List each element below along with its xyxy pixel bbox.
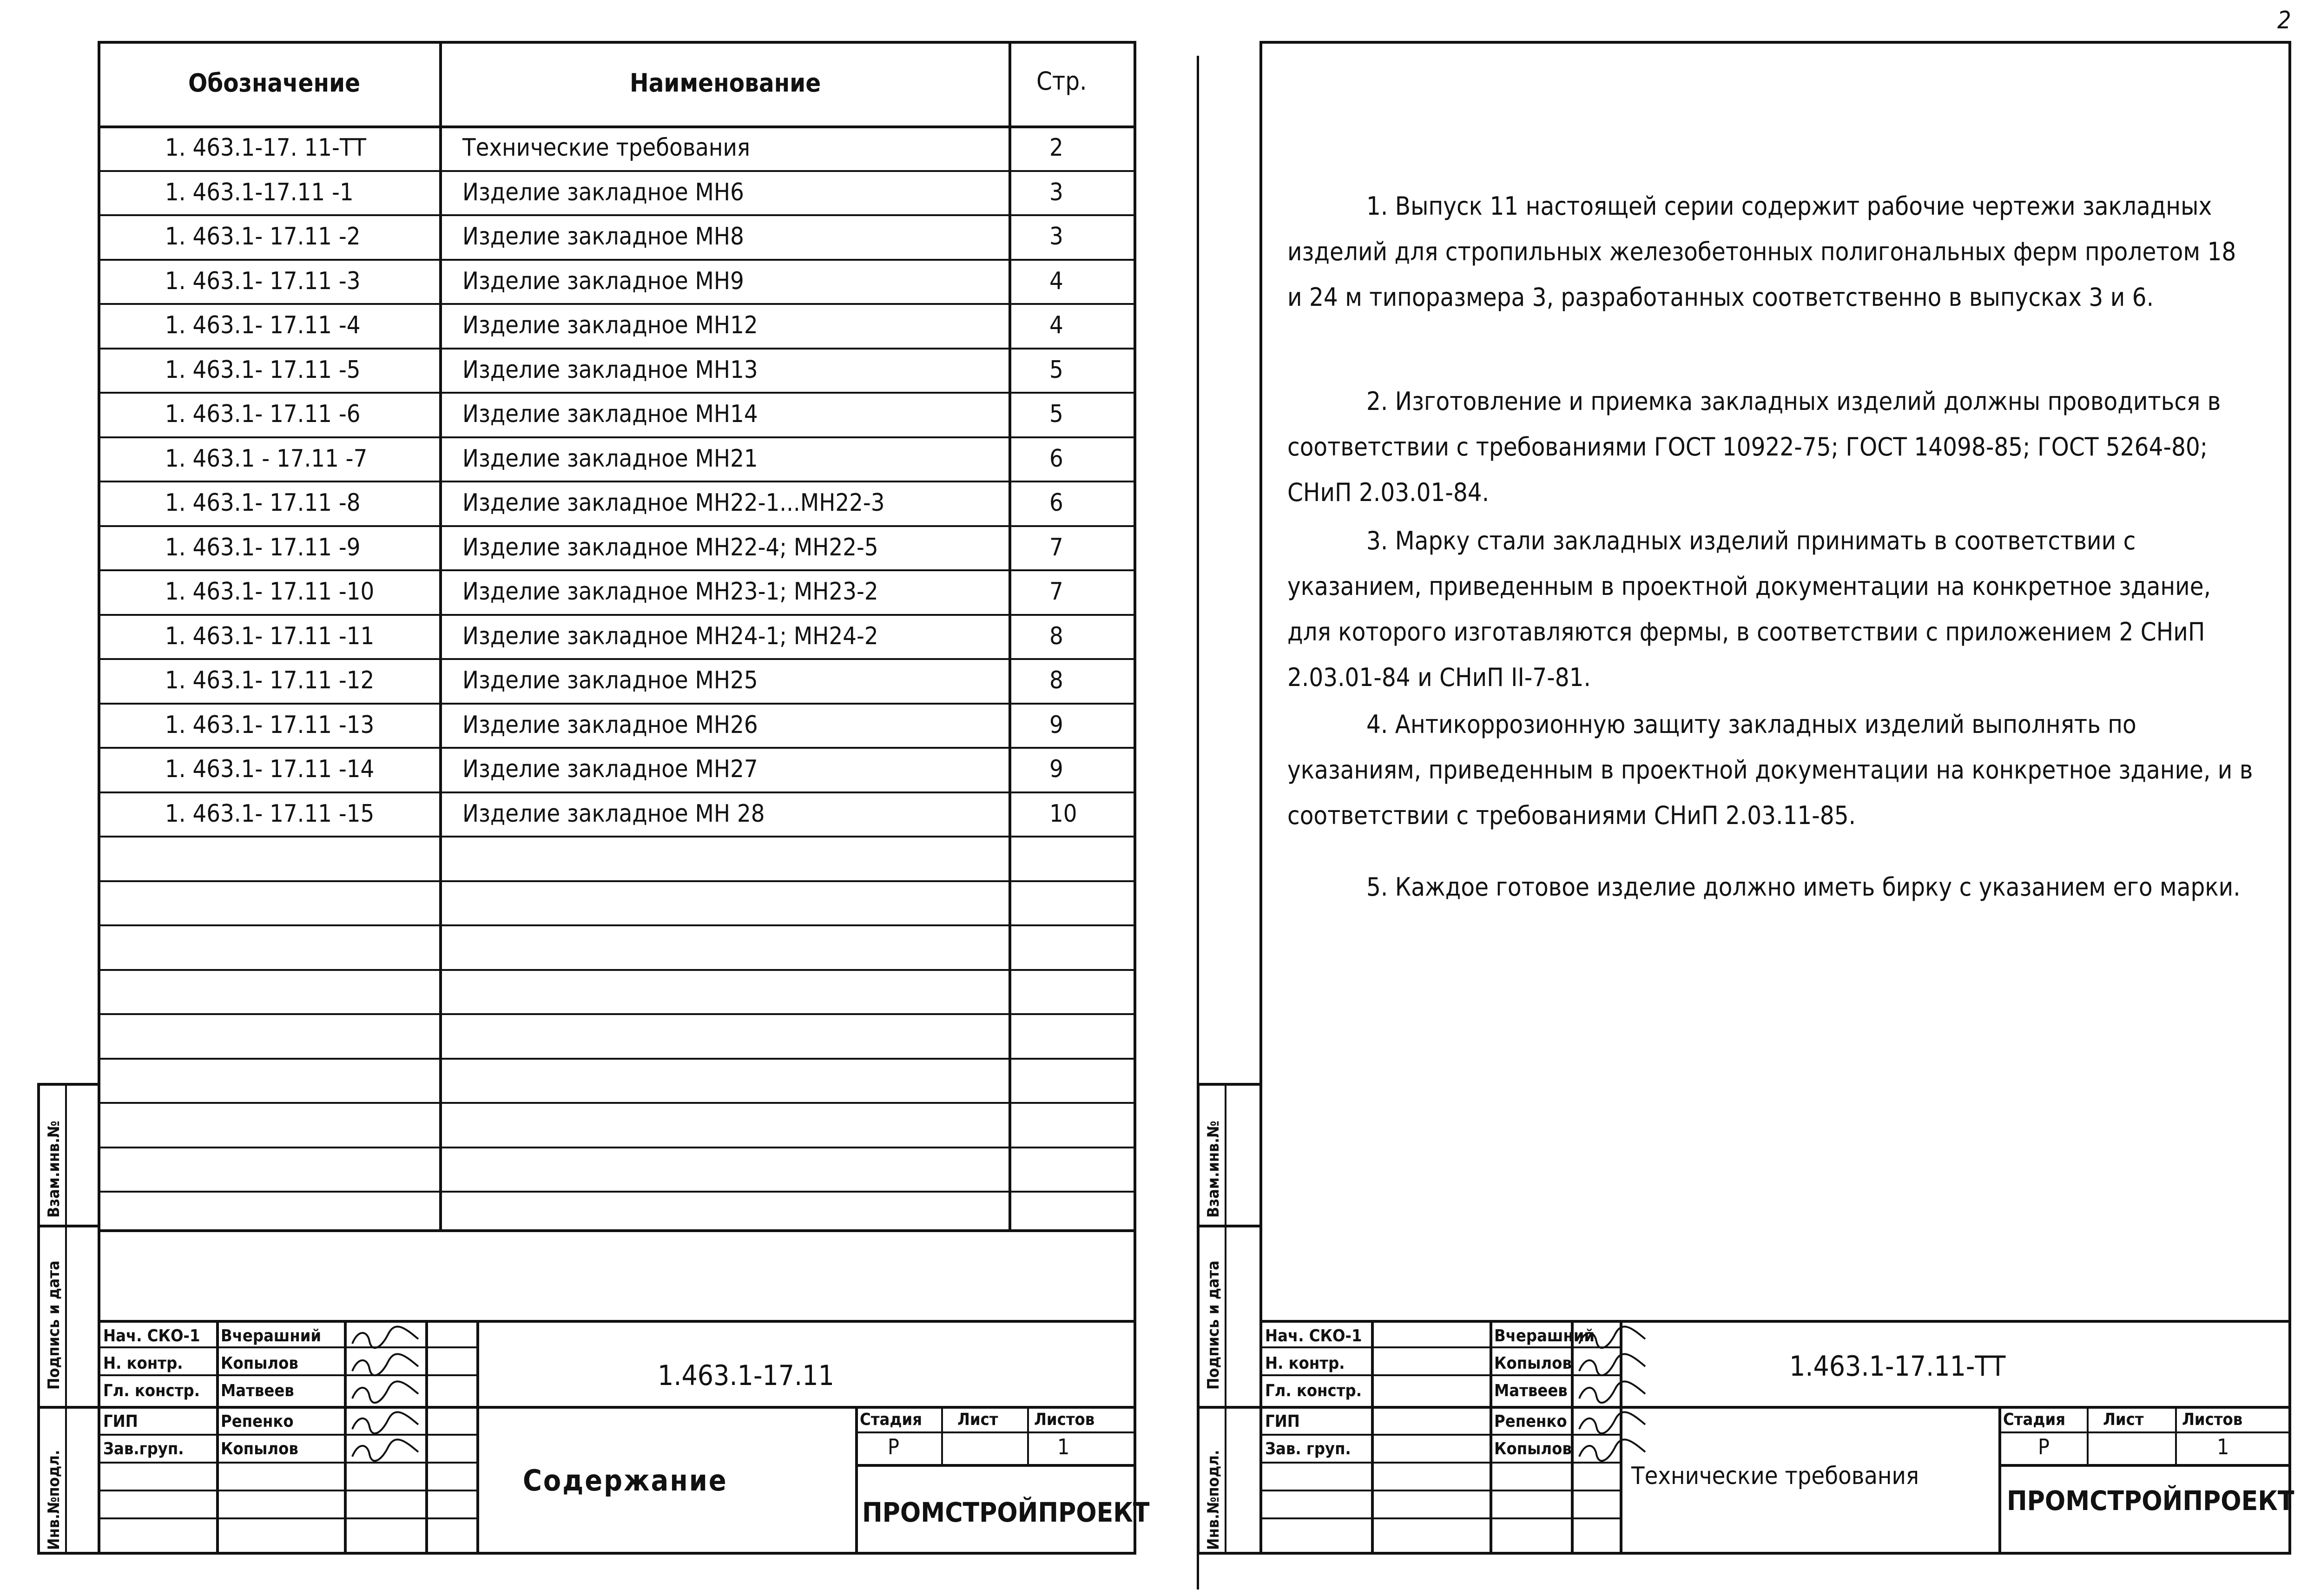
label-inv-replace-right: Взам.инв.№ [1204, 1121, 1223, 1218]
row-page: 3 [1049, 178, 1063, 206]
handwritten-signature [1576, 1380, 1650, 1405]
stamp-name: Матвеев [221, 1381, 294, 1400]
tech-stage: Р [2038, 1434, 2050, 1459]
row-divider [98, 348, 1136, 350]
handwritten-signature [1576, 1325, 1650, 1351]
row-designation: 1. 463.1- 17.11 -13 [165, 711, 375, 739]
contents-sheets-label: Листов [1034, 1410, 1095, 1429]
row-name: Изделие закладное МН22-1...МН22-3 [462, 489, 885, 517]
row-designation: 1. 463.1- 17.11 -10 [165, 578, 375, 606]
row-page: 5 [1049, 400, 1063, 428]
row-divider [98, 836, 1136, 838]
contents-doc-code: 1.463.1-17.11 [658, 1359, 834, 1392]
row-page: 5 [1049, 356, 1063, 384]
row-page: 4 [1049, 267, 1063, 295]
row-name: Изделие закладное МН26 [462, 711, 758, 739]
tech-doc-code: 1.463.1-17.11-ТТ [1789, 1350, 2006, 1383]
row-divider [98, 569, 1136, 571]
tech-sheets-label: Листов [2182, 1410, 2243, 1429]
row-designation: 1. 463.1- 17.11 -6 [165, 400, 361, 428]
row-divider [98, 1013, 1136, 1015]
header-designation: Обозначение [188, 68, 361, 98]
row-divider [98, 1147, 1136, 1148]
row-designation: 1. 463.1- 17.11 -8 [165, 489, 361, 517]
label-inv-replace: Взам.инв.№ [45, 1121, 63, 1218]
row-page: 2 [1049, 134, 1063, 162]
row-designation: 1. 463.1- 17.11 -12 [165, 666, 375, 694]
row-divider [98, 703, 1136, 705]
handwritten-signature [349, 1352, 423, 1378]
handwritten-signature [1576, 1438, 1650, 1464]
row-divider [98, 791, 1136, 793]
sheet-number: 2 [2277, 7, 2291, 34]
handwritten-signature [349, 1380, 423, 1405]
row-divider [98, 1191, 1136, 1193]
row-designation: 1. 463.1 - 17.11 -7 [165, 445, 368, 473]
tech-sheet-label: Лист [2103, 1410, 2144, 1429]
tech-stage-label: Стадия [2003, 1410, 2066, 1429]
stamp-name: Репенко [221, 1412, 294, 1431]
stamp-name: Копылов [221, 1354, 298, 1373]
stamp-role: ГИП [103, 1412, 138, 1431]
header-page: Стр. [1036, 66, 1087, 96]
row-divider [98, 214, 1136, 216]
row-divider [98, 436, 1136, 438]
row-name: Изделие закладное МН 28 [462, 800, 765, 828]
row-name: Изделие закладное МН13 [462, 356, 758, 384]
row-designation: 1. 463.1- 17.11 -11 [165, 622, 375, 650]
row-divider [98, 1102, 1136, 1104]
stamp-name: Копылов [1494, 1354, 1572, 1373]
contents-doc-title: Содержание [523, 1464, 728, 1497]
row-page: 7 [1049, 578, 1063, 606]
row-name: Изделие закладное МН8 [462, 223, 744, 251]
label-inv-orig: Инв.№подл. [45, 1450, 63, 1550]
row-page: 8 [1049, 622, 1063, 650]
header-name: Наименование [630, 68, 821, 98]
row-divider [98, 259, 1136, 261]
stamp-role: Гл. констр. [1265, 1381, 1362, 1400]
stamp-name: Вчерашний [221, 1326, 322, 1345]
row-name: Изделие закладное МН12 [462, 311, 758, 339]
requirement-paragraph: 2. Изготовление и приемка закладных изделий должны проводиться в соответствии с требованиями ГОСТ 10922-75; ГОСТ 14098-85; ГОСТ 5264-80; СНиП 2.03.01-84. [1287, 387, 2221, 507]
stamp-name: Копылов [221, 1439, 298, 1458]
stamp-name: Копылов [1494, 1439, 1572, 1458]
row-name: Изделие закладное МН27 [462, 755, 758, 783]
row-designation: 1. 463.1- 17.11 -3 [165, 267, 361, 295]
row-divider [98, 303, 1136, 305]
row-page: 10 [1049, 800, 1077, 828]
row-page: 6 [1049, 489, 1063, 517]
row-name: Изделие закладное МН21 [462, 445, 758, 473]
stamp-role: Н. контр. [1265, 1354, 1345, 1373]
row-divider [98, 1058, 1136, 1060]
handwritten-signature [349, 1411, 423, 1436]
row-divider [98, 880, 1136, 882]
requirement-paragraph: 4. Антикоррозионную защиту закладных изделий выполнять по указаниям, приведенным в проектной документации на конкретное здание, и в соответствии с требованиями СНиП 2.03.11-85. [1287, 710, 2253, 830]
row-page: 7 [1049, 534, 1063, 561]
tech-sheet: 1 [2217, 1434, 2229, 1459]
contents-stage: Р [888, 1434, 899, 1459]
row-name: Изделие закладное МН9 [462, 267, 744, 295]
row-divider [98, 747, 1136, 749]
stamp-name: Матвеев [1494, 1381, 1568, 1400]
stamp-role: Нач. СКО-1 [1265, 1326, 1362, 1345]
stamp-name: Вчерашний [1494, 1326, 1595, 1345]
row-page: 4 [1049, 311, 1063, 339]
tech-org: ПРОМСТРОЙПРОЕКТ [2007, 1485, 2294, 1517]
row-name: Изделие закладное МН25 [462, 666, 758, 694]
row-name: Изделие закладное МН23-1; МН23-2 [462, 578, 878, 606]
row-name: Изделие закладное МН6 [462, 178, 744, 206]
row-divider [98, 525, 1136, 527]
stamp-role: Н. контр. [103, 1354, 183, 1373]
row-designation: 1. 463.1- 17.11 -14 [165, 755, 375, 783]
row-designation: 1. 463.1- 17.11 -2 [165, 223, 361, 251]
handwritten-signature [1576, 1411, 1650, 1436]
label-sign-date: Подпись и дата [45, 1260, 63, 1390]
stamp-role: Зав.груп. [103, 1439, 184, 1458]
row-designation: 1. 463.1-17. 11-ТТ [165, 134, 366, 162]
label-inv-orig-right: Инв.№подл. [1204, 1450, 1223, 1550]
row-designation: 1. 463.1- 17.11 -5 [165, 356, 361, 384]
stamp-role: ГИП [1265, 1412, 1300, 1431]
row-divider [98, 392, 1136, 394]
row-divider [98, 614, 1136, 616]
row-page: 6 [1049, 445, 1063, 473]
requirement-paragraph: 1. Выпуск 11 настоящей серии содержит рабочие чертежи закладных изделий для стропильных железобетонных полигональных ферм пролетом 18 и 24 м типоразмера 3, разработанных соответственно в выпусках 3 и 6. [1287, 191, 2236, 312]
row-designation: 1. 463.1- 17.11 -9 [165, 534, 361, 561]
contents-sheet-label: Лист [957, 1410, 998, 1429]
handwritten-signature [349, 1438, 423, 1464]
row-designation: 1. 463.1- 17.11 -15 [165, 800, 375, 828]
row-divider [98, 170, 1136, 172]
contents-stage-label: Стадия [860, 1410, 923, 1429]
requirement-paragraph: 3. Марку стали закладных изделий принимать в соответствии с указанием, приведенным в проектной документации на конкретное здание, для которого изготавляются фермы, в соответствии с приложением 2 СНиП 2.03.01-84 и СНиП II-7-81. [1287, 526, 2211, 692]
row-page: 8 [1049, 666, 1063, 694]
handwritten-signature [349, 1325, 423, 1351]
row-name: Технические требования [462, 134, 751, 162]
stamp-name: Репенко [1494, 1412, 1567, 1431]
requirement-paragraph: 5. Каждое готовое изделие должно иметь бирку с указанием его марки. [1366, 872, 2241, 902]
row-divider [98, 924, 1136, 926]
stamp-role: Гл. констр. [103, 1381, 200, 1400]
stamp-role: Нач. СКО-1 [103, 1326, 200, 1345]
row-divider [98, 969, 1136, 971]
contents-org: ПРОМСТРОЙПРОЕКТ [862, 1497, 1150, 1528]
row-designation: 1. 463.1-17.11 -1 [165, 178, 354, 206]
contents-sheet: 1 [1057, 1434, 1070, 1459]
row-designation: 1. 463.1- 17.11 -4 [165, 311, 361, 339]
row-name: Изделие закладное МН22-4; МН22-5 [462, 534, 878, 561]
stamp-role: Зав. груп. [1265, 1439, 1351, 1458]
row-name: Изделие закладное МН14 [462, 400, 758, 428]
row-name: Изделие закладное МН24-1; МН24-2 [462, 622, 878, 650]
row-divider [98, 658, 1136, 660]
label-sign-date-right: Подпись и дата [1204, 1260, 1223, 1390]
tech-doc-title: Технические требования [1631, 1462, 1919, 1490]
row-page: 9 [1049, 755, 1063, 783]
row-page: 9 [1049, 711, 1063, 739]
row-divider [98, 481, 1136, 482]
handwritten-signature [1576, 1352, 1650, 1378]
row-page: 3 [1049, 223, 1063, 251]
